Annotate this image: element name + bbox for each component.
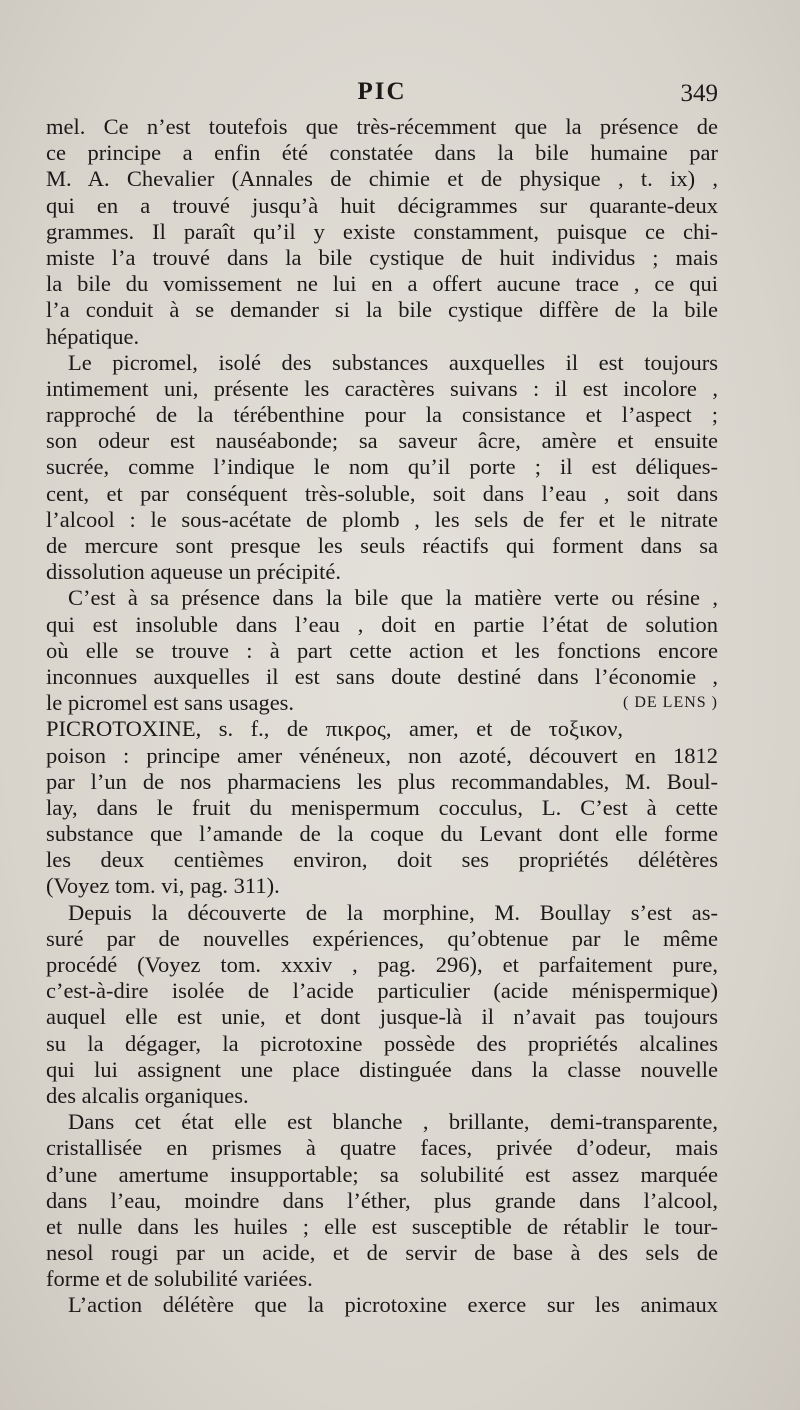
text-line: nesol rougi par un acide, et de servir de base à des sels de (46, 1240, 718, 1266)
text-line: cristallisée en prismes à quatre faces, privée d’odeur, mais (46, 1135, 718, 1161)
text-line: M. A. Chevalier (Annales de chimie et de physique , t. ix) , (46, 166, 718, 192)
text-line: d’une amertume insupportable; sa solubilité est assez marquée (46, 1161, 718, 1187)
text-line: lay, dans le fruit du menispermum cocculus, L. C’est à cette (46, 794, 718, 820)
text-line: mel. Ce n’est toutefois que très-récemment que la présence de (46, 114, 718, 139)
text-line: Le picromel, isolé des substances auxquelles il est toujours (68, 349, 718, 375)
text-line: c’est-à-dire isolée de l’acide particulier (acide ménispermique) (46, 978, 718, 1004)
text-line: où elle se trouve : à part cette action et les fonctions encore (46, 637, 718, 663)
text-line: ce principe a enfin été constatée dans la bile humaine par (46, 140, 718, 166)
text-line: substance que l’amande de la coque du Levant dont elle forme (46, 821, 718, 847)
text-line: L’action délétère que la picrotoxine exerce sur les animaux (68, 1292, 718, 1318)
text-line: rapproché de la térébenthine pour la consistance et l’aspect ; (46, 402, 718, 428)
text-line: suré par de nouvelles expériences, qu’obtenue par le même (46, 925, 718, 951)
text-line: (Voyez tom. vi, pag. 311). (46, 873, 280, 899)
text-line: et nulle dans les huiles ; elle est susceptible de rétablir le tour- (46, 1213, 718, 1239)
page-header (46, 78, 718, 112)
text-line: la bile du vomissement ne lui en a offert aucune trace , ce qui (46, 271, 718, 297)
text-line: dans l’eau, moindre dans l’éther, plus grande dans l’alcool, (46, 1187, 718, 1213)
text-line: inconnues auxquelles il est sans doute destiné dans l’économie , (46, 663, 718, 689)
text-line: grammes. Il paraît qu’il y existe constamment, puisque ce chi- (46, 218, 718, 244)
text-line-content: le picromel est sans usages. (46, 690, 295, 716)
text-line: dissolution aqueuse un précipité. (46, 559, 341, 585)
text-line: poison : principe amer vénéneux, non azoté, découvert en 1812 (46, 742, 718, 768)
text-line: son odeur est nauséabonde; sa saveur âcre, amère et ensuite (46, 428, 718, 454)
text-line: miste l’a trouvé dans la bile cystique de huit individus ; mais (46, 244, 718, 270)
text-line: hépatique. (46, 323, 140, 349)
text-line: les deux centièmes environ, doit ses propriétés délétères (46, 847, 718, 873)
text-line: C’est à sa présence dans la bile que la matière verte ou résine , (68, 585, 718, 611)
text-line: l’alcool : le sous-acétate de plomb , les sels de fer et le nitrate (46, 506, 718, 532)
running-head: PIC (357, 78, 407, 105)
text-line: Dans cet état elle est blanche , brillante, demi-transparente, (68, 1109, 718, 1135)
text-line: Depuis la découverte de la morphine, M. Boullay s’est as- (68, 899, 718, 925)
author-signature: ( DE LENS ) (623, 694, 718, 712)
page-number: 349 (680, 80, 718, 107)
entry-headword-line: PICROTOXINE, s. f., de πικρος, amer, et de τοξικον, (46, 716, 624, 742)
text-line: intimement uni, présente les caractères suivans : il est incolore , (46, 375, 718, 401)
text-line: su la dégager, la picrotoxine possède des propriétés alcalines (46, 1030, 718, 1056)
text-line: cent, et par conséquent très-soluble, soit dans l’eau , soit dans (46, 480, 718, 506)
text-line: des alcalis organiques. (46, 1082, 249, 1108)
text-line: qui est insoluble dans l’eau , doit en partie l’état de solution (46, 611, 718, 637)
text-line: l’a conduit à se demander si la bile cystique diffère de la bile (46, 297, 718, 323)
body-text (46, 114, 718, 1319)
text-line: sucrée, comme l’indique le nom qu’il porte ; il est déliques- (46, 454, 718, 480)
text-line: de mercure sont presque les seuls réactifs qui forment dans sa (46, 533, 718, 558)
text-line: qui lui assignent une place distinguée dans la classe nouvelle (46, 1056, 718, 1082)
text-line: forme et de solubilité variées. (46, 1266, 313, 1292)
text-line: auquel elle est unie, et dont jusque-là il n’avait pas toujours (46, 1004, 718, 1030)
text-line (46, 690, 718, 716)
text-line: qui en a trouvé jusqu’à huit décigrammes sur quarante-deux (46, 192, 718, 218)
text-line: procédé (Voyez tom. xxxiv , pag. 296), et parfaitement pure, (46, 952, 718, 977)
text-line: par l’un de nos pharmaciens les plus recommandables, M. Boul- (46, 768, 718, 794)
